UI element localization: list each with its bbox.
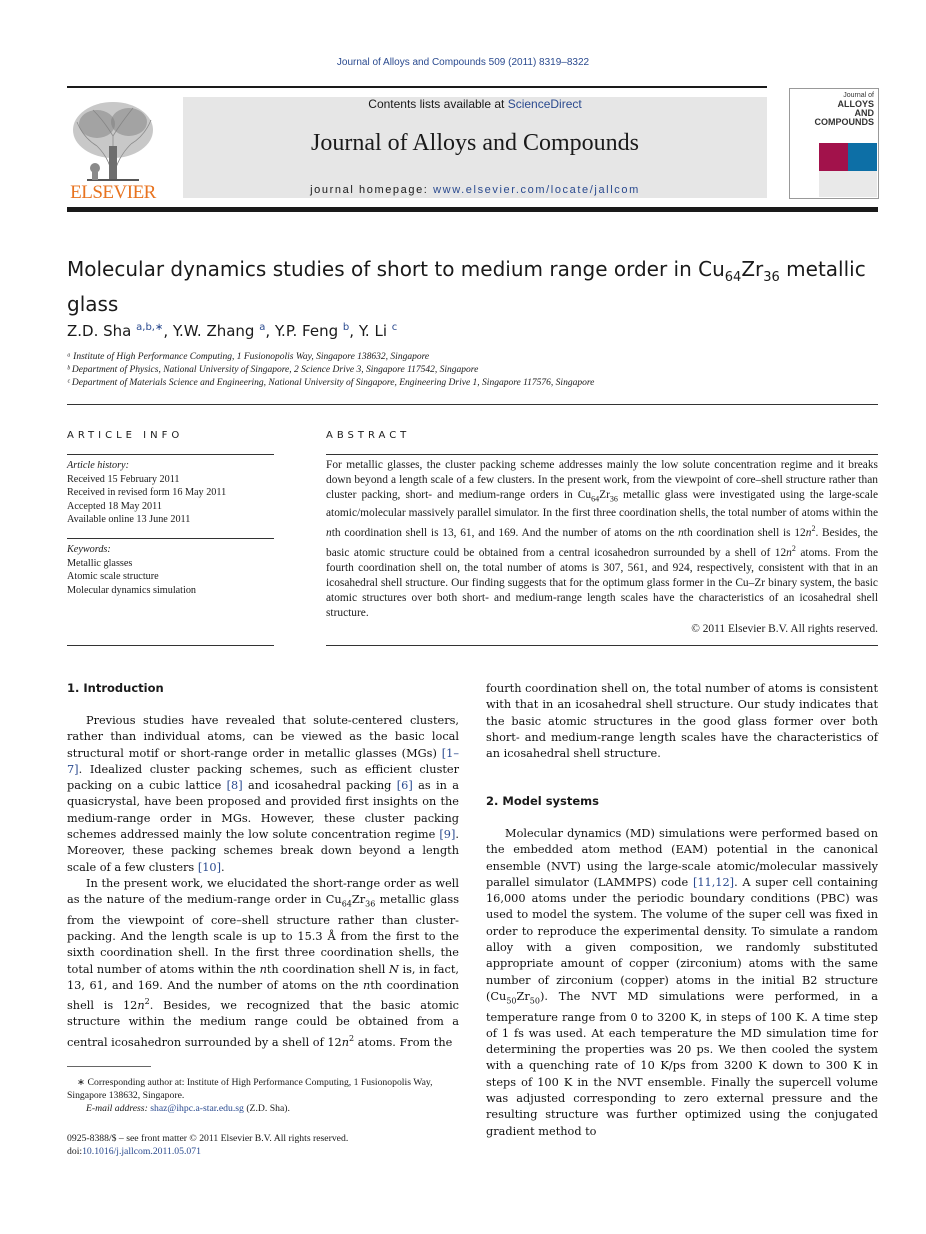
superscript: 2 (144, 997, 150, 1007)
reference-link[interactable]: [10] (197, 860, 222, 874)
model-paragraph-1 (486, 826, 878, 1140)
keyword-item: Metallic glasses (67, 557, 133, 569)
cover-grey-block (819, 171, 877, 197)
history-item: Received in revised form 16 May 2011 (67, 487, 227, 498)
reference-link[interactable]: [1–7] (67, 746, 459, 776)
email-suffix: (Z.D. Sha). (243, 1103, 290, 1114)
reference-link[interactable]: [11,12] (692, 875, 735, 889)
info-rule-mid (67, 538, 274, 539)
abstract-seg: atoms. From the fourth coordination shell on, the total number of atoms is 307, 561, and 924, respectively, consistent with that in an icosahedral shell structure. Our finding suggests that for the optimum glass former in the Cu–Zr binary system, the basic atomic structures over both short- and medium-range length scales have the characteristics of an icosahedral shell structure. (326, 546, 878, 619)
article-title (67, 256, 878, 317)
text-seg: . Besides, we recognized that the basic atomic structure within the medium range could be obtained from a central icosahedron surrounded by a shell of 12 (67, 999, 460, 1049)
author-affiliation-ref[interactable]: c (391, 322, 398, 333)
title-sub-2: 36 (763, 270, 780, 285)
reference-link[interactable]: [8] (226, 779, 243, 793)
cover-line-3: AND COMPOUNDS (814, 108, 874, 127)
model-systems-body (486, 826, 878, 1140)
abstract-text (326, 458, 878, 621)
abstract-sub: 64 (591, 494, 600, 504)
abstract-seg: th coordination shell is 12 (683, 527, 806, 540)
author-list: Z.D. Sha $^{a,b,∗}$, Y.W. Zhang $^a$, Y.P. Feng $^b$, Y. Li $^c$ (67, 322, 398, 340)
abstract-seg: metallic glass were investigated using the large-scale atomic/molecular massively parallel simulator. In the first three coordination shells, the total number of atoms within the (326, 489, 878, 520)
copyright-line: © 2011 Elsevier B.V. All rights reserved. (691, 623, 878, 635)
cover-line-2: ALLOYS (837, 99, 874, 109)
text-seg: Previous studies have revealed that solute-centered clusters, rather than individual atoms, can be viewed as the basic local structural motif or short-range order in metallic glasses (MGs) (67, 714, 459, 760)
journal-title: Journal of Alloys and Compounds (311, 130, 639, 156)
title-line-2: glass (67, 292, 119, 316)
text-seg: . A super cell containing 16,000 atoms under the periodic boundary conditions (PBC) was used to model the system. The volume of the super cell was fixed in order to reproduce the experimental density. To simulate a random alloy with a given composition, we randomly substituted appropriate amount of copper (zirconium) atoms with the same number of zirconium (copper) atoms in the initial B2 structure (Cu (486, 875, 878, 1003)
affiliation-c: ᶜ Department of Materials Science and Engineering, National University of Singapore, Engineering Drive 1, Singapore 117576, Singapore (67, 378, 595, 388)
abstract-var: n (786, 546, 792, 559)
keyword-item: Molecular dynamics simulation (67, 584, 197, 596)
article-info-heading: ARTICLE INFO (67, 430, 184, 441)
abstract-rule-bottom (326, 645, 878, 646)
variable: n (362, 979, 371, 992)
text-seg: Zr (351, 893, 366, 907)
journal-homepage (183, 184, 767, 196)
journal-citation[interactable]: Journal of Alloys and Compounds 509 (2011) 8319–8322 (336, 57, 590, 68)
email-link[interactable]: shaz@ihpc.a-star.edu.sg (150, 1103, 244, 1114)
homepage-label: journal homepage: (310, 184, 434, 196)
introduction-body (67, 713, 459, 1051)
title-text-2: Zr (741, 257, 764, 281)
text-seg: ). The NVT MD simulations were performed, in a temperature range from 0 to 3200 K, in steps of 100 K. A time step of 1 fs was used. At each temperature the MD simulation time for determining the properties was 20 ps. We then cooled the system with a quenching rate of 10 K/ps from 3200 K down to 300 K in steps of 100 K in the NVT ensemble. Finally the supercell volume was adjusted corresponding to zero external pressure and the resulting structure was further optimized using the conjugated gradient method to (486, 989, 878, 1138)
text-seg: Molecular dynamics (MD) simulations were performed based on the embedded atom method (EAM) potential in the canonical ensemble (NVT) using the large-scale atomic/molecular massively parallel simulator (LAMMPS) code (486, 827, 878, 889)
intro-paragraph-2 (67, 876, 459, 1051)
author-name[interactable]: Z.D. Sha (67, 322, 132, 340)
abstract-sup: 2 (811, 524, 816, 534)
sciencedirect-link[interactable]: ScienceDirect (507, 97, 582, 111)
history-item: Accepted 18 May 2011 (67, 500, 162, 512)
abstract-seg: . Besides, the basic atomic structure could be obtained from a central icosahedron surrounded by a shell of 12 (326, 527, 878, 559)
section-heading-model-systems: 2. Model systems (486, 794, 600, 808)
footnote-rule (67, 1066, 151, 1067)
abstract-seg: Zr (599, 489, 610, 501)
intro-paragraph-3: fourth coordination shell on, the total number of atoms is consistent with that in an icosahedral shell structure. Our study indicates that the basic atomic structures in the good glass former over both short- and medium-range length scales have the characteristics of an icosahedral shell structure. (486, 682, 878, 761)
cover-magenta-block (819, 143, 848, 171)
affiliation-a: ᵃ Institute of High Performance Computing, 1 Fusionopolis Way, Singapore 138632, Singapore (67, 352, 430, 362)
corresponding-author-note: ∗ Corresponding author at: Institute of High Performance Computing, 1 Fusionopolis Way, Singapore 138632, Singapore. (67, 1077, 433, 1101)
text-seg: Zr (516, 989, 530, 1003)
author-affiliation-ref[interactable]: a (259, 322, 266, 333)
keyword-item: Atomic scale structure (67, 571, 159, 582)
reference-link[interactable]: [6] (396, 779, 413, 793)
masthead-top-rule (67, 86, 767, 88)
affiliation-b: ᵇ Department of Physics, National University of Singapore, 2 Science Drive 3, Singapore 117542, Singapore (67, 365, 479, 375)
text-seg: . (221, 860, 225, 874)
variable: N (388, 962, 399, 976)
author-name[interactable]: Y.W. Zhang (172, 322, 255, 340)
cover-blue-block (848, 143, 877, 171)
variable: n (137, 999, 145, 1013)
author-name[interactable]: Y. Li (358, 322, 387, 340)
introduction-continued (486, 681, 878, 762)
history-item: Available online 13 June 2011 (67, 514, 191, 525)
header-divider (67, 404, 878, 405)
text-seg: and icosahedral packing (242, 779, 397, 793)
variable: n (341, 1035, 350, 1049)
abstract-sup: 2 (791, 544, 796, 554)
info-rule-top (67, 454, 274, 455)
section-heading-introduction: 1. Introduction (67, 681, 164, 695)
superscript: 2 (349, 1033, 355, 1043)
abstract-seg: For metallic glasses, the cluster packing scheme addresses mainly the low solute concentration regime and it breaks down beyond a length scale of a few clusters. In the present work, from the viewpoint of core–shell structure rather than cluster packing, short- and medium-range orders in Cu (326, 459, 878, 501)
history-label: Article history: (67, 460, 129, 471)
subscript: 50 (529, 996, 540, 1006)
intro-paragraph-1 (67, 713, 459, 876)
author-name[interactable]: Y.P. Feng (274, 322, 339, 340)
text-seg: atoms. From the (354, 1035, 453, 1049)
masthead-bottom-rule (67, 207, 878, 212)
abstract-heading: ABSTRACT (326, 430, 411, 441)
contents-line (183, 97, 767, 111)
author-affiliation-ref[interactable]: b (342, 322, 350, 333)
homepage-link[interactable]: www.elsevier.com/locate/jallcom (433, 184, 640, 196)
doi-label: doi: (67, 1146, 83, 1157)
text-seg: th coordination shell (266, 962, 389, 976)
info-rule-bottom (67, 645, 274, 646)
journal-cover-title (794, 92, 874, 127)
text-seg: is, in fact, 13, 61, and 169. And the number of atoms on the (67, 962, 459, 992)
text-seg: th coordination shell is 12 (67, 979, 459, 1013)
keywords (67, 543, 274, 597)
elsevier-wordmark[interactable]: ELSEVIER (70, 182, 156, 203)
abstract-rule-top (326, 454, 878, 455)
abstract-sub: 36 (609, 494, 618, 504)
doi-line (67, 1145, 467, 1158)
reference-link[interactable]: [9] (439, 828, 456, 842)
title-text-3: metallic (779, 257, 866, 281)
abstract-var: n (805, 527, 812, 540)
author-affiliation-ref[interactable]: a,b,∗ (136, 322, 164, 333)
abstract-var: n (326, 527, 332, 540)
contents-prefix: Contents lists available at (368, 97, 508, 111)
history-item: Received 15 February 2011 (67, 473, 180, 485)
text-seg: as in a quasicrystal, have been proposed and provided first insights on the medium-range order in MGs. However, these cluster packing schemes addressed mainly the low solute concentration regime (67, 779, 459, 842)
doi-link[interactable]: 10.1016/j.jallcom.2011.05.071 (82, 1146, 201, 1157)
abstract-var: n (678, 527, 684, 540)
text-seg: . Moreover, these packing schemes break down beyond a length scale of a few clusters (67, 828, 459, 874)
variable: n (259, 962, 267, 976)
footnote (67, 1076, 459, 1115)
issn-line: 0925-8388/$ – see front matter © 2011 Elsevier B.V. All rights reserved. (67, 1133, 349, 1144)
abstract-seg: th coordination shell is 13, 61, and 169. And the number of atoms on the (331, 527, 679, 540)
email-label: E-mail address: (86, 1103, 151, 1114)
subscript: 50 (506, 996, 517, 1006)
subscript: 64 (341, 899, 352, 909)
text-seg: . Idealized cluster packing schemes, such as efficient cluster packing on a cubic lattice (67, 762, 459, 793)
title-sub-1: 64 (724, 270, 742, 285)
subscript: 36 (365, 899, 376, 909)
article-history (67, 459, 274, 527)
text-seg: metallic glass from the viewpoint of core–shell structure rather than cluster-packing. And the length scale is up to 15.3 Å from the first to the sixth coordination shell. In the first three coordination shells, the total number of atoms within the (67, 893, 460, 976)
keywords-label: Keywords: (67, 544, 111, 555)
title-text-1: Molecular dynamics studies of short to medium range order in Cu (67, 257, 725, 281)
text-seg: In the present work, we elucidated the short-range order as well as the nature of the medium-range order in Cu (67, 876, 459, 907)
cover-line-1: Journal of (843, 92, 874, 99)
